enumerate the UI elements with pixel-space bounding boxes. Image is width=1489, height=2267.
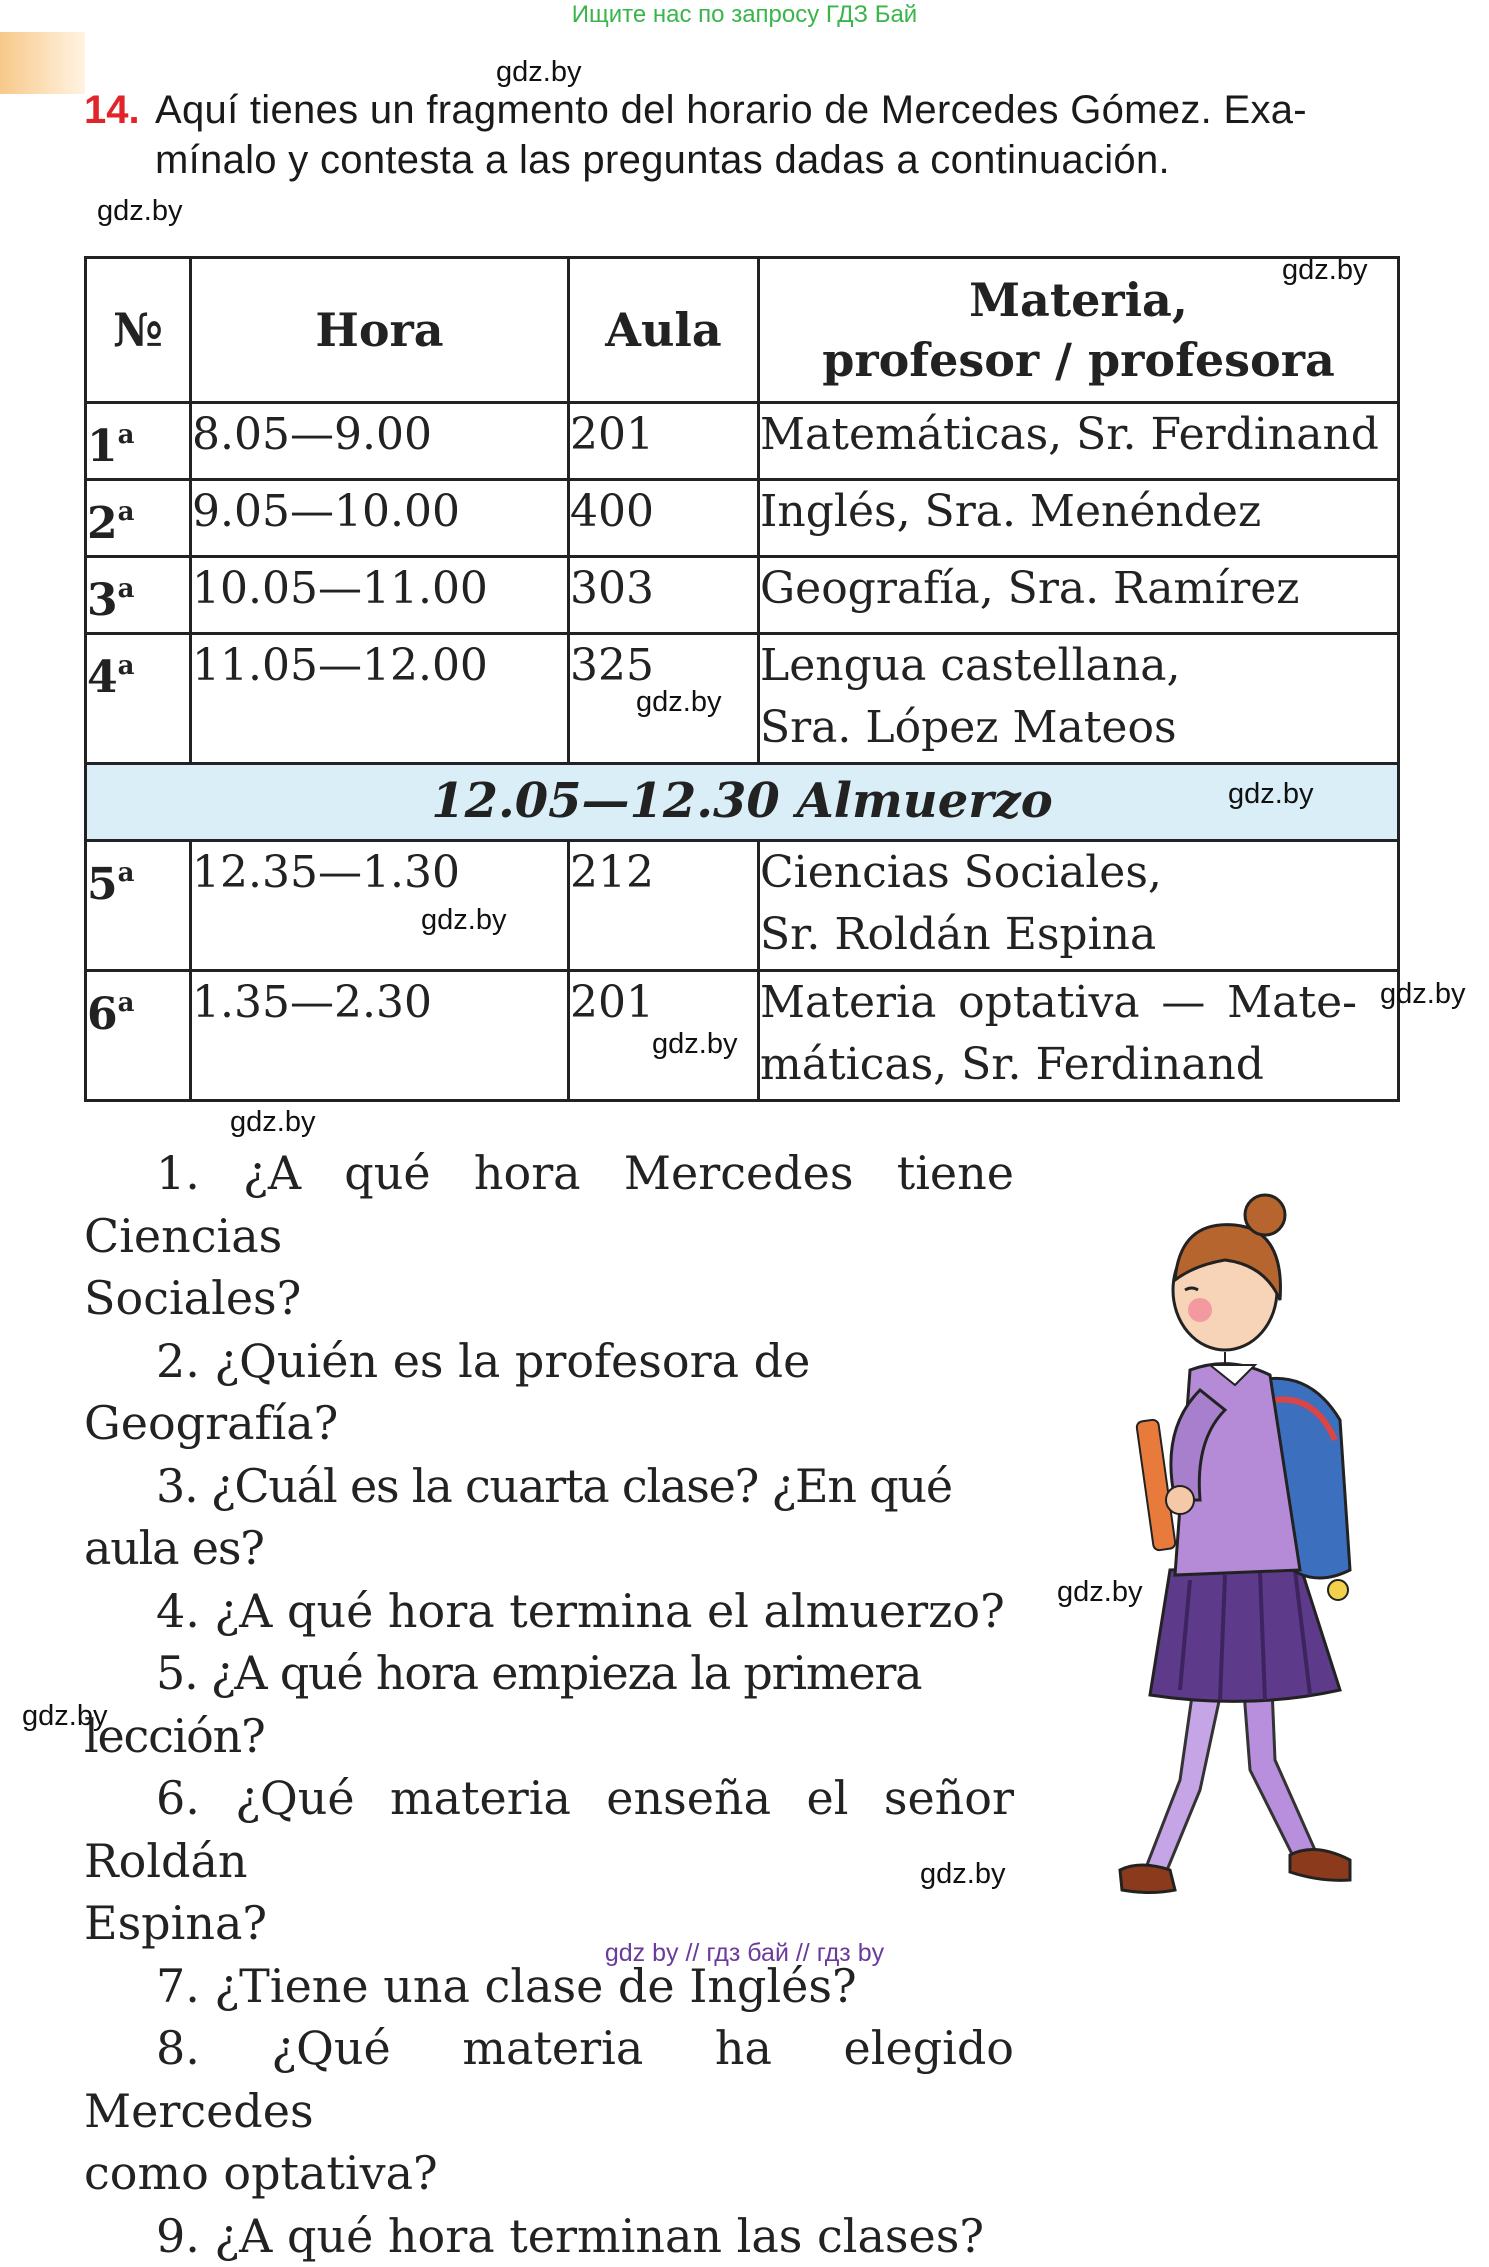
question-1-cont: Sociales? — [84, 1267, 1014, 1330]
row-number: 5$^a$ — [86, 841, 191, 971]
row-number: 2$^a$ — [86, 480, 191, 557]
question-6-cont: Espina? — [84, 1892, 1014, 1955]
row-materia-line1: Lengua castellana, — [760, 635, 1397, 697]
row-aula: 325 — [569, 634, 759, 764]
lunch-row — [86, 764, 1399, 841]
watermark: gdz.by — [1380, 980, 1465, 1009]
row-materia-line2: máticas, Sr. Ferdinand — [760, 1034, 1397, 1096]
watermark: gdz.by — [1057, 1578, 1142, 1607]
header-num: № — [86, 258, 191, 403]
watermark: gdz.by — [652, 1030, 737, 1059]
row-aula: 303 — [569, 557, 759, 634]
row-aula: 400 — [569, 480, 759, 557]
schoolgirl-illustration — [1050, 1170, 1410, 1920]
watermark: gdz.by — [496, 58, 581, 87]
question-8-cont: como optativa? — [84, 2142, 1014, 2205]
header-materia — [759, 258, 1399, 403]
row-materia: Matemáticas, Sr. Ferdinand — [759, 403, 1399, 480]
row-number: 4$^a$ — [86, 634, 191, 764]
row-materia-line2: Sra. López Mateos — [760, 697, 1397, 759]
watermark: gdz.by — [421, 906, 506, 935]
lunch-label: 12.05—12.30 Almuerzo — [86, 764, 1399, 841]
header-aula: Aula — [569, 258, 759, 403]
question-6: 6. ¿Qué materia enseña el señor Roldán — [84, 1767, 1014, 1892]
header-hora: Hora — [191, 258, 569, 403]
watermark: gdz.by — [1228, 780, 1313, 809]
row-hora: 11.05—12.00 — [191, 634, 569, 764]
row-materia-line1: Materia optativa — Mate- — [760, 972, 1397, 1034]
watermark: gdz.by — [920, 1860, 1005, 1889]
watermark: gdz.by — [1282, 256, 1367, 285]
question-1: 1. ¿A qué hora Mercedes tiene Ciencias — [84, 1142, 1014, 1267]
header-materia-line2: profesor / profesora — [760, 330, 1397, 390]
row-aula: 201 — [569, 403, 759, 480]
row-aula: 201 — [569, 971, 759, 1101]
task-text-line1: Aquí tienes un fragmento del horario de Mercedes Gómez. Exa- — [155, 88, 1307, 133]
page-corner-tab — [0, 32, 85, 94]
row-number: 3$^a$ — [86, 557, 191, 634]
watermark: gdz.by — [230, 1108, 315, 1137]
row-hora: 8.05—9.00 — [191, 403, 569, 480]
question-8: 8. ¿Qué materia ha elegido Mercedes — [84, 2017, 1014, 2142]
row-materia — [759, 841, 1399, 971]
row-hora: 10.05—11.00 — [191, 557, 569, 634]
row-hora: 1.35—2.30 — [191, 971, 569, 1101]
table-row — [86, 971, 1399, 1101]
task-text-line2: mínalo y contesta a las preguntas dadas a continuación. — [155, 138, 1170, 183]
row-number: 1$^a$ — [86, 403, 191, 480]
table-row — [86, 841, 1399, 971]
question-9: 9. ¿A qué hora terminan las clases? — [84, 2205, 1014, 2267]
schedule-table — [84, 256, 1400, 1102]
row-materia-line1: Ciencias Sociales, — [760, 842, 1397, 904]
question-3: 3. ¿Cuál es la cuarta clase? ¿En qué aula es? — [84, 1455, 1014, 1580]
task-number: 14. — [84, 88, 140, 133]
row-materia — [759, 634, 1399, 764]
footer-links[interactable]: gdz by // гдз бай // гдз by — [0, 1938, 1489, 1968]
row-materia: Geografía, Sra. Ramírez — [759, 557, 1399, 634]
question-7: 7. ¿Tiene una clase de Inglés? — [84, 1955, 1014, 2018]
row-materia-line2: Sr. Roldán Espina — [760, 904, 1397, 966]
table-row — [86, 480, 1399, 557]
table-row — [86, 403, 1399, 480]
question-2: 2. ¿Quién es la profesora de Geografía? — [84, 1330, 1014, 1455]
row-materia — [759, 971, 1399, 1101]
top-banner[interactable]: Ищите нас по запросу ГДЗ Бай — [0, 0, 1489, 30]
watermark: gdz.by — [22, 1702, 107, 1731]
table-header-row — [86, 258, 1399, 403]
row-hora: 12.35—1.30 — [191, 841, 569, 971]
row-number: 6$^a$ — [86, 971, 191, 1101]
header-materia-line1: Materia, — [760, 270, 1397, 330]
question-5: 5. ¿A qué hora empieza la primera lección? — [84, 1642, 1014, 1767]
question-4: 4. ¿A qué hora termina el almuerzo? — [84, 1580, 1014, 1643]
watermark: gdz.by — [636, 688, 721, 717]
row-materia: Inglés, Sra. Menéndez — [759, 480, 1399, 557]
row-aula: 212 — [569, 841, 759, 971]
watermark: gdz.by — [97, 197, 182, 226]
questions-list — [84, 1142, 1014, 2267]
row-hora: 9.05—10.00 — [191, 480, 569, 557]
table-row — [86, 557, 1399, 634]
table-row — [86, 634, 1399, 764]
